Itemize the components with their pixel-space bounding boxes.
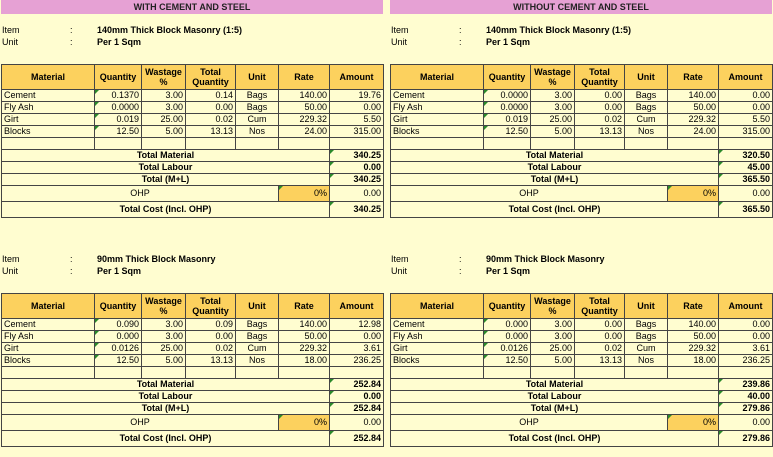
total-cost-label: Total Cost (Incl. OHP) <box>2 202 330 218</box>
total-quantity-cell[interactable]: 0.00 <box>575 90 625 102</box>
material-row <box>2 102 384 114</box>
amount-cell[interactable]: 0.00 <box>330 331 384 343</box>
col-material: Material <box>391 294 484 319</box>
total-material-row <box>391 379 773 391</box>
rate-cell[interactable]: 24.00 <box>279 126 330 138</box>
wastage-cell[interactable]: 3.00 <box>142 331 186 343</box>
material-cell[interactable]: Cement <box>391 319 484 331</box>
item-value: 90mm Thick Block Masonry <box>486 254 605 264</box>
unit-cell[interactable]: Cum <box>625 343 668 355</box>
rate-cell[interactable]: 18.00 <box>279 355 330 367</box>
total-labour-value[interactable]: 0.00 <box>330 162 384 174</box>
total-cost-value[interactable]: 252.84 <box>330 431 384 447</box>
col-amount: Amount <box>330 65 384 90</box>
total-material-value[interactable]: 340.25 <box>330 150 384 162</box>
ohp-label: OHP <box>391 186 668 202</box>
total-labour-row <box>2 162 384 174</box>
ohp-amount[interactable]: 0.00 <box>719 186 773 202</box>
total-material-label: Total Material <box>391 150 719 162</box>
estimate-table <box>1 64 384 218</box>
wastage-cell[interactable]: 25.00 <box>531 343 575 355</box>
material-cell[interactable]: Girt <box>391 114 484 126</box>
unit-cell[interactable]: Nos <box>625 355 668 367</box>
material-row <box>391 114 773 126</box>
item-label: Item <box>391 254 409 264</box>
quantity-cell[interactable]: 0.0000 <box>484 90 531 102</box>
material-row <box>391 355 773 367</box>
blank-row <box>391 138 773 150</box>
material-cell[interactable]: Fly Ash <box>2 331 95 343</box>
material-row <box>2 343 384 355</box>
total-quantity-cell[interactable]: 0.09 <box>186 319 236 331</box>
material-row <box>391 126 773 138</box>
rate-cell[interactable]: 50.00 <box>279 331 330 343</box>
unit-colon: : <box>70 266 73 276</box>
material-cell[interactable]: Blocks <box>391 126 484 138</box>
unit-label: Unit <box>2 37 19 47</box>
ohp-amount[interactable]: 0.00 <box>719 415 773 431</box>
col-wastage: Wastage % <box>142 65 186 90</box>
total-labour-value[interactable]: 40.00 <box>719 391 773 403</box>
col-unit: Unit <box>236 294 279 319</box>
total-quantity-cell[interactable]: 0.00 <box>575 102 625 114</box>
col-quantity: Quantity <box>484 65 531 90</box>
total-material-row <box>2 150 384 162</box>
col-unit: Unit <box>236 65 279 90</box>
quantity-cell[interactable]: 0.000 <box>484 319 531 331</box>
total-cost-value[interactable]: 279.86 <box>719 431 773 447</box>
item-meta <box>391 24 631 48</box>
material-row <box>2 114 384 126</box>
unit-colon: : <box>459 266 462 276</box>
item-meta <box>391 253 605 277</box>
item-label: Item <box>2 25 20 35</box>
total-cost-row <box>2 202 384 218</box>
quantity-cell[interactable]: 0.019 <box>95 114 142 126</box>
item-value: 140mm Thick Block Masonry (1:5) <box>486 25 632 35</box>
table-header <box>391 65 773 90</box>
rate-cell[interactable]: 18.00 <box>668 355 719 367</box>
blank-row <box>2 367 384 379</box>
rate-cell[interactable]: 50.00 <box>668 331 719 343</box>
quantity-cell[interactable]: 0.090 <box>95 319 142 331</box>
total-material-value[interactable]: 252.84 <box>330 379 384 391</box>
rate-cell[interactable]: 140.00 <box>668 319 719 331</box>
total-labour-label: Total Labour <box>391 391 719 403</box>
amount-cell[interactable]: 0.00 <box>719 102 773 114</box>
wastage-cell[interactable]: 3.00 <box>531 102 575 114</box>
col-material: Material <box>2 65 95 90</box>
quantity-cell[interactable]: 0.019 <box>484 114 531 126</box>
total-material-row <box>391 150 773 162</box>
rate-cell[interactable]: 24.00 <box>668 126 719 138</box>
wastage-cell[interactable]: 5.00 <box>531 126 575 138</box>
item-colon: : <box>70 254 73 264</box>
amount-cell[interactable]: 0.00 <box>719 90 773 102</box>
total-labour-row <box>2 391 384 403</box>
rate-cell[interactable]: 229.32 <box>668 343 719 355</box>
wastage-cell[interactable]: 3.00 <box>531 90 575 102</box>
wastage-cell[interactable]: 3.00 <box>531 331 575 343</box>
total-cost-row <box>391 431 773 447</box>
total-quantity-cell[interactable]: 13.13 <box>186 355 236 367</box>
col-material: Material <box>2 294 95 319</box>
wastage-cell[interactable]: 5.00 <box>531 355 575 367</box>
material-cell[interactable]: Girt <box>2 114 95 126</box>
total-quantity-cell[interactable]: 0.00 <box>575 319 625 331</box>
total-cost-label: Total Cost (Incl. OHP) <box>2 431 330 447</box>
amount-cell[interactable]: 5.50 <box>330 114 384 126</box>
quantity-cell[interactable]: 0.0000 <box>484 102 531 114</box>
quantity-cell[interactable]: 12.50 <box>484 126 531 138</box>
col-total-quantity: Total Quantity <box>186 65 236 90</box>
material-row <box>391 319 773 331</box>
total-labour-row <box>391 162 773 174</box>
total-quantity-cell[interactable]: 13.13 <box>575 126 625 138</box>
total-ml-row <box>391 174 773 186</box>
amount-cell[interactable]: 236.25 <box>330 355 384 367</box>
total-labour-value[interactable]: 0.00 <box>330 391 384 403</box>
quantity-cell[interactable]: 0.000 <box>95 331 142 343</box>
ohp-row <box>391 415 773 431</box>
col-rate: Rate <box>668 65 719 90</box>
unit-label: Unit <box>391 37 408 47</box>
estimate-table <box>390 64 773 218</box>
wastage-cell[interactable]: 3.00 <box>531 319 575 331</box>
estimate-table <box>1 293 384 447</box>
unit-cell[interactable]: Cum <box>236 114 279 126</box>
total-cost-row <box>2 431 384 447</box>
amount-cell[interactable]: 236.25 <box>719 355 773 367</box>
rate-cell[interactable]: 229.32 <box>279 114 330 126</box>
left-panel <box>1 0 383 443</box>
amount-cell[interactable]: 12.98 <box>330 319 384 331</box>
rate-cell[interactable]: 140.00 <box>279 319 330 331</box>
col-total-quantity: Total Quantity <box>575 65 625 90</box>
total-material-label: Total Material <box>2 379 330 391</box>
col-quantity: Quantity <box>484 294 531 319</box>
wastage-cell[interactable]: 5.00 <box>142 126 186 138</box>
quantity-cell[interactable]: 0.1370 <box>95 90 142 102</box>
amount-cell[interactable]: 3.61 <box>330 343 384 355</box>
quantity-cell[interactable]: 12.50 <box>95 355 142 367</box>
table-header <box>391 294 773 319</box>
material-cell[interactable]: Girt <box>2 343 95 355</box>
material-cell[interactable]: Fly Ash <box>391 102 484 114</box>
col-amount: Amount <box>719 294 773 319</box>
material-row <box>2 331 384 343</box>
material-row <box>391 102 773 114</box>
item-label: Item <box>391 25 409 35</box>
total-labour-label: Total Labour <box>2 391 330 403</box>
total-ml-label: Total (M+L) <box>391 403 719 415</box>
material-cell[interactable]: Fly Ash <box>391 331 484 343</box>
ohp-label: OHP <box>2 186 279 202</box>
material-row <box>2 319 384 331</box>
ohp-percent[interactable]: 0% <box>668 186 719 202</box>
unit-cell[interactable]: Bags <box>625 331 668 343</box>
total-ml-label: Total (M+L) <box>2 403 330 415</box>
wastage-cell[interactable]: 5.00 <box>142 355 186 367</box>
material-row <box>2 90 384 102</box>
col-unit: Unit <box>625 294 668 319</box>
unit-cell[interactable]: Nos <box>236 126 279 138</box>
amount-cell[interactable]: 5.50 <box>719 114 773 126</box>
ohp-row <box>2 186 384 202</box>
unit-cell[interactable]: Nos <box>236 355 279 367</box>
total-labour-label: Total Labour <box>391 162 719 174</box>
quantity-cell[interactable]: 0.0126 <box>95 343 142 355</box>
unit-value: Per 1 Sqm <box>486 266 531 276</box>
col-unit: Unit <box>625 65 668 90</box>
rate-cell[interactable]: 50.00 <box>279 102 330 114</box>
total-cost-label: Total Cost (Incl. OHP) <box>391 202 719 218</box>
total-labour-value[interactable]: 45.00 <box>719 162 773 174</box>
total-cost-value[interactable]: 340.25 <box>330 202 384 218</box>
quantity-cell[interactable]: 0.000 <box>484 331 531 343</box>
material-cell[interactable]: Blocks <box>2 126 95 138</box>
quantity-cell[interactable]: 12.50 <box>95 126 142 138</box>
material-cell[interactable]: Fly Ash <box>2 102 95 114</box>
total-ml-label: Total (M+L) <box>2 174 330 186</box>
wastage-cell[interactable]: 25.00 <box>142 114 186 126</box>
total-material-value[interactable]: 320.50 <box>719 150 773 162</box>
quantity-cell[interactable]: 12.50 <box>484 355 531 367</box>
material-cell[interactable]: Girt <box>391 343 484 355</box>
col-wastage: Wastage % <box>531 65 575 90</box>
col-quantity: Quantity <box>95 294 142 319</box>
amount-cell[interactable]: 315.00 <box>330 126 384 138</box>
unit-value: Per 1 Sqm <box>486 37 531 47</box>
unit-label: Unit <box>391 266 408 276</box>
col-wastage: Wastage % <box>142 294 186 319</box>
blank-row <box>391 367 773 379</box>
total-ml-row <box>2 174 384 186</box>
total-material-row <box>2 379 384 391</box>
ohp-label: OHP <box>391 415 668 431</box>
unit-label: Unit <box>2 266 19 276</box>
total-ml-value[interactable]: 252.84 <box>330 403 384 415</box>
item-colon: : <box>70 25 73 35</box>
total-quantity-cell[interactable]: 0.00 <box>186 102 236 114</box>
material-cell[interactable]: Cement <box>391 90 484 102</box>
blank-row <box>2 138 384 150</box>
amount-cell[interactable]: 0.00 <box>719 319 773 331</box>
estimate-table <box>390 293 773 447</box>
total-quantity-cell[interactable]: 0.00 <box>575 331 625 343</box>
ohp-amount[interactable]: 0.00 <box>330 186 384 202</box>
unit-cell[interactable]: Bags <box>236 319 279 331</box>
total-ml-label: Total (M+L) <box>391 174 719 186</box>
total-labour-label: Total Labour <box>2 162 330 174</box>
col-amount: Amount <box>330 294 384 319</box>
material-row <box>2 126 384 138</box>
wastage-cell[interactable]: 3.00 <box>142 102 186 114</box>
item-label: Item <box>2 254 20 264</box>
total-cost-row <box>391 202 773 218</box>
total-material-label: Total Material <box>2 150 330 162</box>
amount-cell[interactable]: 0.00 <box>330 102 384 114</box>
total-quantity-cell[interactable]: 0.00 <box>186 331 236 343</box>
table-header <box>2 294 384 319</box>
material-row <box>391 331 773 343</box>
ohp-percent[interactable]: 0% <box>279 415 330 431</box>
unit-cell[interactable]: Bags <box>236 102 279 114</box>
total-ml-row <box>2 403 384 415</box>
total-material-value[interactable]: 239.86 <box>719 379 773 391</box>
total-cost-value[interactable]: 365.50 <box>719 202 773 218</box>
material-row <box>2 355 384 367</box>
unit-cell[interactable]: Bags <box>236 90 279 102</box>
item-colon: : <box>459 254 462 264</box>
col-rate: Rate <box>279 294 330 319</box>
total-ml-value[interactable]: 279.86 <box>719 403 773 415</box>
with-cement-steel-header: WITH CEMENT AND STEEL <box>1 0 383 14</box>
item-colon: : <box>459 25 462 35</box>
col-rate: Rate <box>279 65 330 90</box>
unit-cell[interactable]: Bags <box>625 90 668 102</box>
total-quantity-cell[interactable]: 0.14 <box>186 90 236 102</box>
unit-cell[interactable]: Bags <box>236 331 279 343</box>
quantity-cell[interactable]: 0.0126 <box>484 343 531 355</box>
item-value: 90mm Thick Block Masonry <box>97 254 216 264</box>
right-panel <box>390 0 772 443</box>
rate-cell[interactable]: 140.00 <box>279 90 330 102</box>
col-rate: Rate <box>668 294 719 319</box>
unit-cell[interactable]: Bags <box>625 319 668 331</box>
table-header <box>2 65 384 90</box>
ohp-percent[interactable]: 0% <box>668 415 719 431</box>
ohp-label: OHP <box>2 415 279 431</box>
total-ml-value[interactable]: 340.25 <box>330 174 384 186</box>
col-wastage: Wastage % <box>531 294 575 319</box>
total-quantity-cell[interactable]: 0.02 <box>575 114 625 126</box>
item-meta <box>2 24 242 48</box>
total-quantity-cell[interactable]: 13.13 <box>186 126 236 138</box>
unit-cell[interactable]: Bags <box>625 102 668 114</box>
rate-cell[interactable]: 229.32 <box>279 343 330 355</box>
unit-cell[interactable]: Cum <box>625 114 668 126</box>
rate-cell[interactable]: 50.00 <box>668 102 719 114</box>
material-row <box>391 343 773 355</box>
unit-colon: : <box>459 37 462 47</box>
material-cell[interactable]: Cement <box>2 319 95 331</box>
rate-cell[interactable]: 229.32 <box>668 114 719 126</box>
total-cost-label: Total Cost (Incl. OHP) <box>391 431 719 447</box>
unit-value: Per 1 Sqm <box>97 266 142 276</box>
wastage-cell[interactable]: 3.00 <box>142 319 186 331</box>
total-ml-row <box>391 403 773 415</box>
material-cell[interactable]: Blocks <box>391 355 484 367</box>
unit-colon: : <box>70 37 73 47</box>
amount-cell[interactable]: 19.76 <box>330 90 384 102</box>
total-material-label: Total Material <box>391 379 719 391</box>
unit-cell[interactable]: Nos <box>625 126 668 138</box>
col-total-quantity: Total Quantity <box>575 294 625 319</box>
amount-cell[interactable]: 3.61 <box>719 343 773 355</box>
rate-cell[interactable]: 140.00 <box>668 90 719 102</box>
unit-value: Per 1 Sqm <box>97 37 142 47</box>
ohp-percent[interactable]: 0% <box>279 186 330 202</box>
total-labour-row <box>391 391 773 403</box>
wastage-cell[interactable]: 25.00 <box>531 114 575 126</box>
unit-cell[interactable]: Cum <box>236 343 279 355</box>
total-ml-value[interactable]: 365.50 <box>719 174 773 186</box>
total-quantity-cell[interactable]: 0.02 <box>575 343 625 355</box>
wastage-cell[interactable]: 25.00 <box>142 343 186 355</box>
item-value: 140mm Thick Block Masonry (1:5) <box>97 25 243 35</box>
total-quantity-cell[interactable]: 0.02 <box>186 343 236 355</box>
total-quantity-cell[interactable]: 13.13 <box>575 355 625 367</box>
ohp-row <box>391 186 773 202</box>
col-material: Material <box>391 65 484 90</box>
material-cell[interactable]: Blocks <box>2 355 95 367</box>
col-quantity: Quantity <box>95 65 142 90</box>
total-quantity-cell[interactable]: 0.02 <box>186 114 236 126</box>
without-cement-steel-header: WITHOUT CEMENT AND STEEL <box>390 0 772 14</box>
ohp-amount[interactable]: 0.00 <box>330 415 384 431</box>
wastage-cell[interactable]: 3.00 <box>142 90 186 102</box>
col-total-quantity: Total Quantity <box>186 294 236 319</box>
quantity-cell[interactable]: 0.0000 <box>95 102 142 114</box>
material-row <box>391 90 773 102</box>
material-cell[interactable]: Cement <box>2 90 95 102</box>
amount-cell[interactable]: 315.00 <box>719 126 773 138</box>
col-amount: Amount <box>719 65 773 90</box>
ohp-row <box>2 415 384 431</box>
item-meta <box>2 253 216 277</box>
amount-cell[interactable]: 0.00 <box>719 331 773 343</box>
